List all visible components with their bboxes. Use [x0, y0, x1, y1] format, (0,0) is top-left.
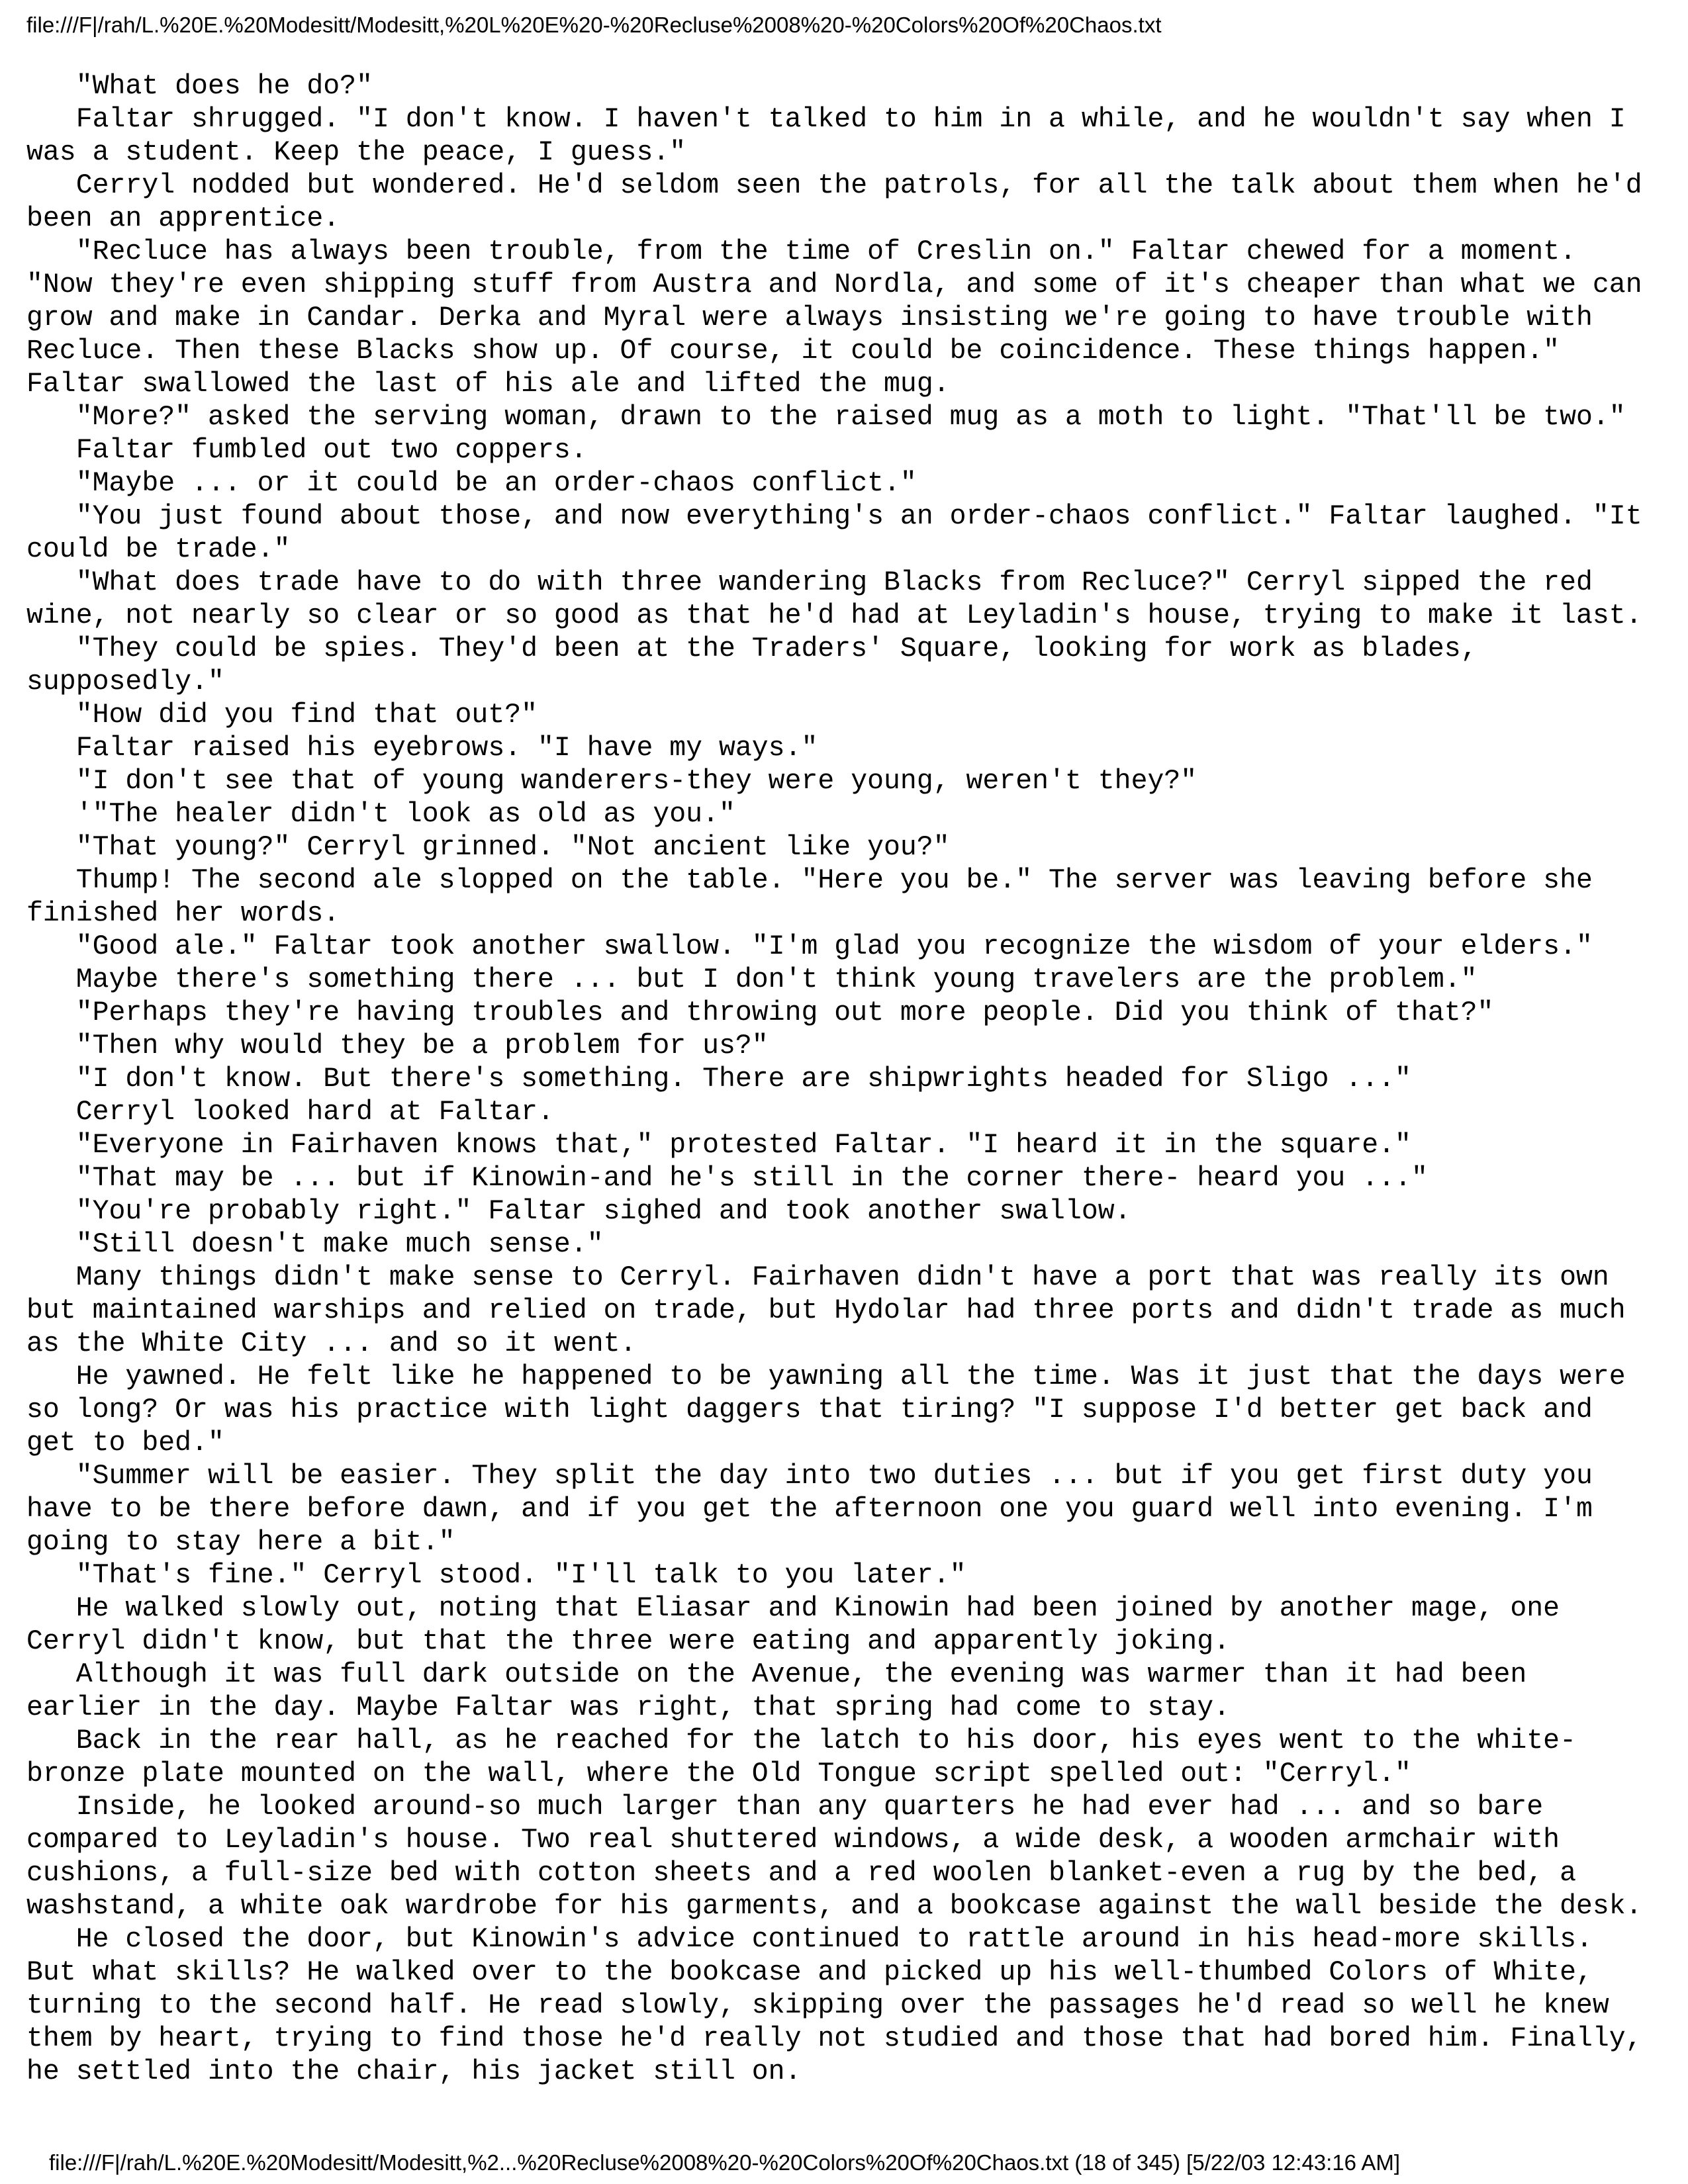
text-line: "Still doesn't make much sense." — [26, 1229, 604, 1260]
text-line: "Now they're even shipping stuff from Austra and Nordla, and some of it's cheaper than what we can — [26, 269, 1642, 300]
text-line: '"The healer didn't look as old as you." — [26, 799, 735, 830]
text-line: He closed the door, but Kinowin's advice continued to rattle around in his head-more skills. — [26, 1924, 1593, 1955]
file-path-header: file:///F|/rah/L.%20E.%20Modesitt/Modesitt,%20L%20E%20-%20Recluse%2008%20-%20Colors%20Of%20Chaos.txt — [26, 13, 1162, 37]
text-line: "That's fine." Cerryl stood. "I'll talk to you later." — [26, 1560, 966, 1591]
text-line: He walked slowly out, noting that Eliasar and Kinowin had been joined by another mage, one — [26, 1593, 1560, 1624]
text-line: But what skills? He walked over to the bookcase and picked up his well-thumbed Colors of White, — [26, 1957, 1593, 1988]
text-line: turning to the second half. He read slowly, skipping over the passages he'd read so well he knew — [26, 1990, 1609, 2021]
text-line: "Everyone in Fairhaven knows that," protested Faltar. "I heard it in the square." — [26, 1130, 1411, 1161]
text-line: "Good ale." Faltar took another swallow. "I'm glad you recognize the wisdom of your elders." — [26, 931, 1593, 962]
text-line: so long? Or was his practice with light daggers that tiring? "I suppose I'd better get back and — [26, 1394, 1593, 1426]
text-line: Cerryl didn't know, but that the three were eating and apparently joking. — [26, 1626, 1230, 1657]
text-line: compared to Leyladin's house. Two real shuttered windows, a wide desk, a wooden armchair with — [26, 1825, 1560, 1856]
text-line: "They could be spies. They'd been at the Traders' Square, looking for work as blades, — [26, 633, 1477, 664]
text-line: have to be there before dawn, and if you get the afternoon one you guard well into evening. I'm — [26, 1494, 1593, 1525]
text-line: "You're probably right." Faltar sighed and took another swallow. — [26, 1196, 1131, 1227]
file-path-footer: file:///F|/rah/L.%20E.%20Modesitt/Modesitt,%2...%20Recluse%2008%20-%20Colors%20Of%20Chaos.txt (18 of 345) [5/22/03 12:43:16 AM] — [49, 2150, 1401, 2175]
text-line: Although it was full dark outside on the Avenue, the evening was warmer than it had been — [26, 1659, 1527, 1690]
text-line: cushions, a full-size bed with cotton sheets and a red woolen blanket-even a rug by the bed, a — [26, 1858, 1576, 1889]
text-line: wine, not nearly so clear or so good as that he'd had at Leyladin's house, trying to make it last. — [26, 600, 1642, 631]
text-line: "That young?" Cerryl grinned. "Not ancient like you?" — [26, 832, 950, 863]
text-line: grow and make in Candar. Derka and Myral were always insisting we're going to have trouble with — [26, 302, 1593, 334]
text-line: "Maybe ... or it could be an order-chaos conflict." — [26, 468, 917, 499]
text-line: Faltar fumbled out two coppers. — [26, 435, 587, 466]
text-line: "What does trade have to do with three wandering Blacks from Recluce?" Cerryl sipped the red — [26, 567, 1593, 598]
text-line: bronze plate mounted on the wall, where the Old Tongue script spelled out: "Cerryl." — [26, 1758, 1411, 1790]
text-line: "More?" asked the serving woman, drawn to the raised mug as a moth to light. "That'll be two." — [26, 402, 1626, 433]
text-line: Thump! The second ale slopped on the table. "Here you be." The server was leaving before she — [26, 865, 1593, 896]
text-line: could be trade." — [26, 534, 291, 565]
text-line: Faltar swallowed the last of his ale and lifted the mug. — [26, 369, 950, 400]
document-text-body — [26, 70, 1662, 2089]
text-line: Inside, he looked around-so much larger than any quarters he had ever had ... and so bare — [26, 1792, 1544, 1823]
text-line: Faltar shrugged. "I don't know. I haven't talked to him in a while, and he wouldn't say when I — [26, 104, 1626, 135]
text-line: them by heart, trying to find those he'd really not studied and those that had bored him. Finally, — [26, 2023, 1642, 2054]
text-line: finished her words. — [26, 898, 340, 929]
text-line: Many things didn't make sense to Cerryl. Fairhaven didn't have a port that was really its own — [26, 1262, 1609, 1293]
text-line: "How did you find that out?" — [26, 700, 538, 731]
text-line: "That may be ... but if Kinowin-and he's still in the corner there- heard you ..." — [26, 1163, 1428, 1194]
text-line: been an apprentice. — [26, 203, 340, 234]
text-line: Recluce. Then these Blacks show up. Of course, it could be coincidence. These things happen." — [26, 336, 1560, 367]
text-line: "Summer will be easier. They split the day into two duties ... but if you get first duty you — [26, 1461, 1593, 1492]
text-line: as the White City ... and so it went. — [26, 1328, 637, 1359]
text-line: Maybe there's something there ... but I don't think young travelers are the problem." — [26, 964, 1477, 995]
text-line: Cerryl looked hard at Faltar. — [26, 1097, 554, 1128]
text-line: Back in the rear hall, as he reached for the latch to his door, his eyes went to the white- — [26, 1725, 1576, 1756]
text-line: "Perhaps they're having troubles and throwing out more people. Did you think of that?" — [26, 997, 1494, 1028]
text-line: Cerryl nodded but wondered. He'd seldom seen the patrols, for all the talk about them when he'd — [26, 170, 1642, 201]
text-line: "I don't know. But there's something. There are shipwrights headed for Sligo ..." — [26, 1064, 1411, 1095]
text-line: supposedly." — [26, 666, 224, 698]
text-line: Faltar raised his eyebrows. "I have my ways." — [26, 733, 818, 764]
text-line: was a student. Keep the peace, I guess." — [26, 137, 686, 168]
text-line: "I don't see that of young wanderers-they were young, weren't they?" — [26, 766, 1197, 797]
text-line: He yawned. He felt like he happened to be yawning all the time. Was it just that the days were — [26, 1361, 1626, 1392]
text-line: but maintained warships and relied on trade, but Hydolar had three ports and didn't trade as much — [26, 1295, 1626, 1326]
text-line: earlier in the day. Maybe Faltar was right, that spring had come to stay. — [26, 1692, 1230, 1723]
text-line: "What does he do?" — [26, 71, 373, 102]
text-line: "Then why would they be a problem for us?" — [26, 1030, 769, 1062]
text-line: "You just found about those, and now everything's an order-chaos conflict." Faltar laughed. "It — [26, 501, 1642, 532]
text-line: get to bed." — [26, 1428, 224, 1459]
text-line: "Recluce has always been trouble, from the time of Creslin on." Faltar chewed for a moment. — [26, 236, 1576, 267]
text-line: he settled into the chair, his jacket still on. — [26, 2056, 802, 2087]
text-line: washstand, a white oak wardrobe for his garments, and a bookcase against the wall beside the desk. — [26, 1891, 1642, 1922]
text-line: going to stay here a bit." — [26, 1527, 455, 1558]
